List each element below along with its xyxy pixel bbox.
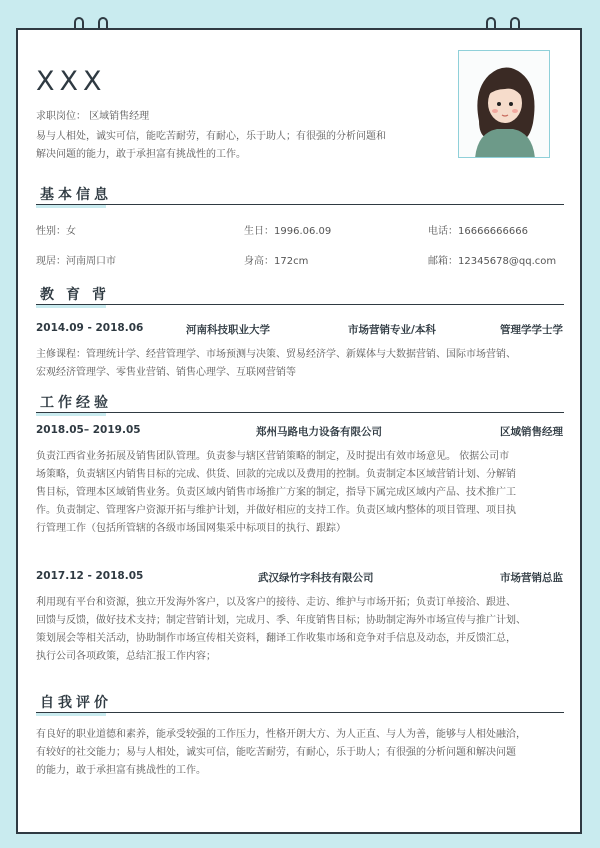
email-row: 邮箱：12345678@qq.com <box>428 256 557 267</box>
job1-desc-line-1: 负责江西省业务拓展及销售团队管理。负责参与辖区营销策略的制定，及时提出有效市场意见。 依据公司市 <box>36 451 510 462</box>
height-value: 172cm <box>274 256 309 267</box>
section-work <box>36 392 564 414</box>
job2-desc-line-4: 执行公司各项政策，总结汇报工作内容； <box>36 651 216 662</box>
job-objective <box>36 108 149 125</box>
edu-period: 2014.09 - 2018.06 <box>36 322 144 334</box>
job1-role: 区域销售经理 <box>500 426 563 438</box>
resume-page <box>16 28 582 834</box>
job1-desc-line-3: 售目标，管理本区域销售业务。负责区域内销售市场推广方案的制定，指导下属完成区域内产品、技术推广工 <box>36 487 516 498</box>
birth-value: 1996.06.09 <box>274 226 332 237</box>
job-objective-value: 区域销售经理 <box>89 111 150 122</box>
job-objective-label: 求职岗位： <box>36 111 86 122</box>
edu-degree: 管理学学士学 <box>500 324 563 336</box>
gender-row: 性别：女 <box>36 226 76 237</box>
phone-row: 电话：16666666666 <box>428 226 528 237</box>
email-value: 12345678@qq.com <box>458 256 557 267</box>
height-row: 身高：172cm <box>244 256 309 267</box>
self-eval-line-1: 有良好的职业道德和素养，能承受较强的工作压力，性格开朗大方、为人正直、与人为善，能够与人相处融洽， <box>36 729 526 740</box>
job2-period: 2017.12 - 2018.05 <box>36 570 144 582</box>
edu-courses-line-1: 主修课程：管理统计学、经营管理学、市场预测与决策、贸易经济学、新媒体与大数据营销、国际市场营销、 <box>36 349 516 360</box>
section-title-basic: 基本信息 <box>40 187 112 203</box>
candidate-name: XXX <box>36 66 107 97</box>
section-title-education: 教育背 <box>40 287 118 303</box>
birth-row: 生日：1996.06.09 <box>244 226 332 237</box>
gender-value: 女 <box>66 226 76 237</box>
self-eval-line-3: 的能力，敢于承担富有挑战性的工作。 <box>36 765 206 776</box>
job1-desc-line-5: 行管理工作（包括所管辖的各级市场国网集采中标项目的执行、跟踪） <box>36 523 346 534</box>
job2-role: 市场营销总监 <box>500 572 563 584</box>
job1-period: 2018.05– 2019.05 <box>36 424 141 436</box>
location-value: 河南周口市 <box>66 256 116 267</box>
section-basic-info <box>36 184 564 206</box>
job1-desc-line-4: 作。负责制定、管理客户资源开拓与维护计划，并做好相应的支持工作。负责区域内整体的项目管理、项目执 <box>36 505 516 516</box>
location-row: 现居：河南周口市 <box>36 256 116 267</box>
section-self-eval <box>36 692 564 714</box>
job2-desc-line-3: 策划展会等相关活动，协助制作市场宣传相关资料，翻译工作收集市场和竞争对手信息及动态，并反馈汇总， <box>36 633 516 644</box>
intro-line-2: 解决问题的能力，敢于承担富有挑战性的工作。 <box>36 149 246 160</box>
edu-courses-line-2: 宏观经济管理学、零售业营销、销售心理学、互联网营销等 <box>36 367 296 378</box>
job1-desc-line-2: 场策略，负责辖区内销售目标的完成、供货、回款的完成以及费用的控制。负责制定本区域营销计划、分解销 <box>36 469 516 480</box>
job2-desc-line-1: 利用现有平台和资源，独立开发海外客户，以及客户的接待、走访、维护与市场开拓；负责订单接洽、跟进、 <box>36 597 516 608</box>
job2-desc-line-2: 回馈与反馈，做好技术支持；制定营销计划，完成月、季、年度销售目标；协助制定海外市场宣传与推广计划、 <box>36 615 526 626</box>
avatar-photo <box>458 50 550 158</box>
section-title-self: 自我评价 <box>40 695 112 711</box>
edu-major: 市场营销专业/本科 <box>348 324 436 336</box>
job1-company: 郑州马路电力设备有限公司 <box>256 426 382 438</box>
self-eval-line-2: 有较好的社交能力；易与人相处，诚实可信，能吃苦耐劳，有耐心，乐于助人；有很强的分析问题和解决问题 <box>36 747 516 758</box>
section-education <box>36 284 564 306</box>
phone-value: 16666666666 <box>458 226 528 237</box>
intro-line-1: 易与人相处，诚实可信，能吃苦耐劳，有耐心，乐于助人；有很强的分析问题和 <box>36 131 386 142</box>
section-title-work: 工作经验 <box>40 395 112 411</box>
edu-school: 河南科技职业大学 <box>186 324 270 336</box>
job2-company: 武汉绿竹字科技有限公司 <box>258 572 374 584</box>
